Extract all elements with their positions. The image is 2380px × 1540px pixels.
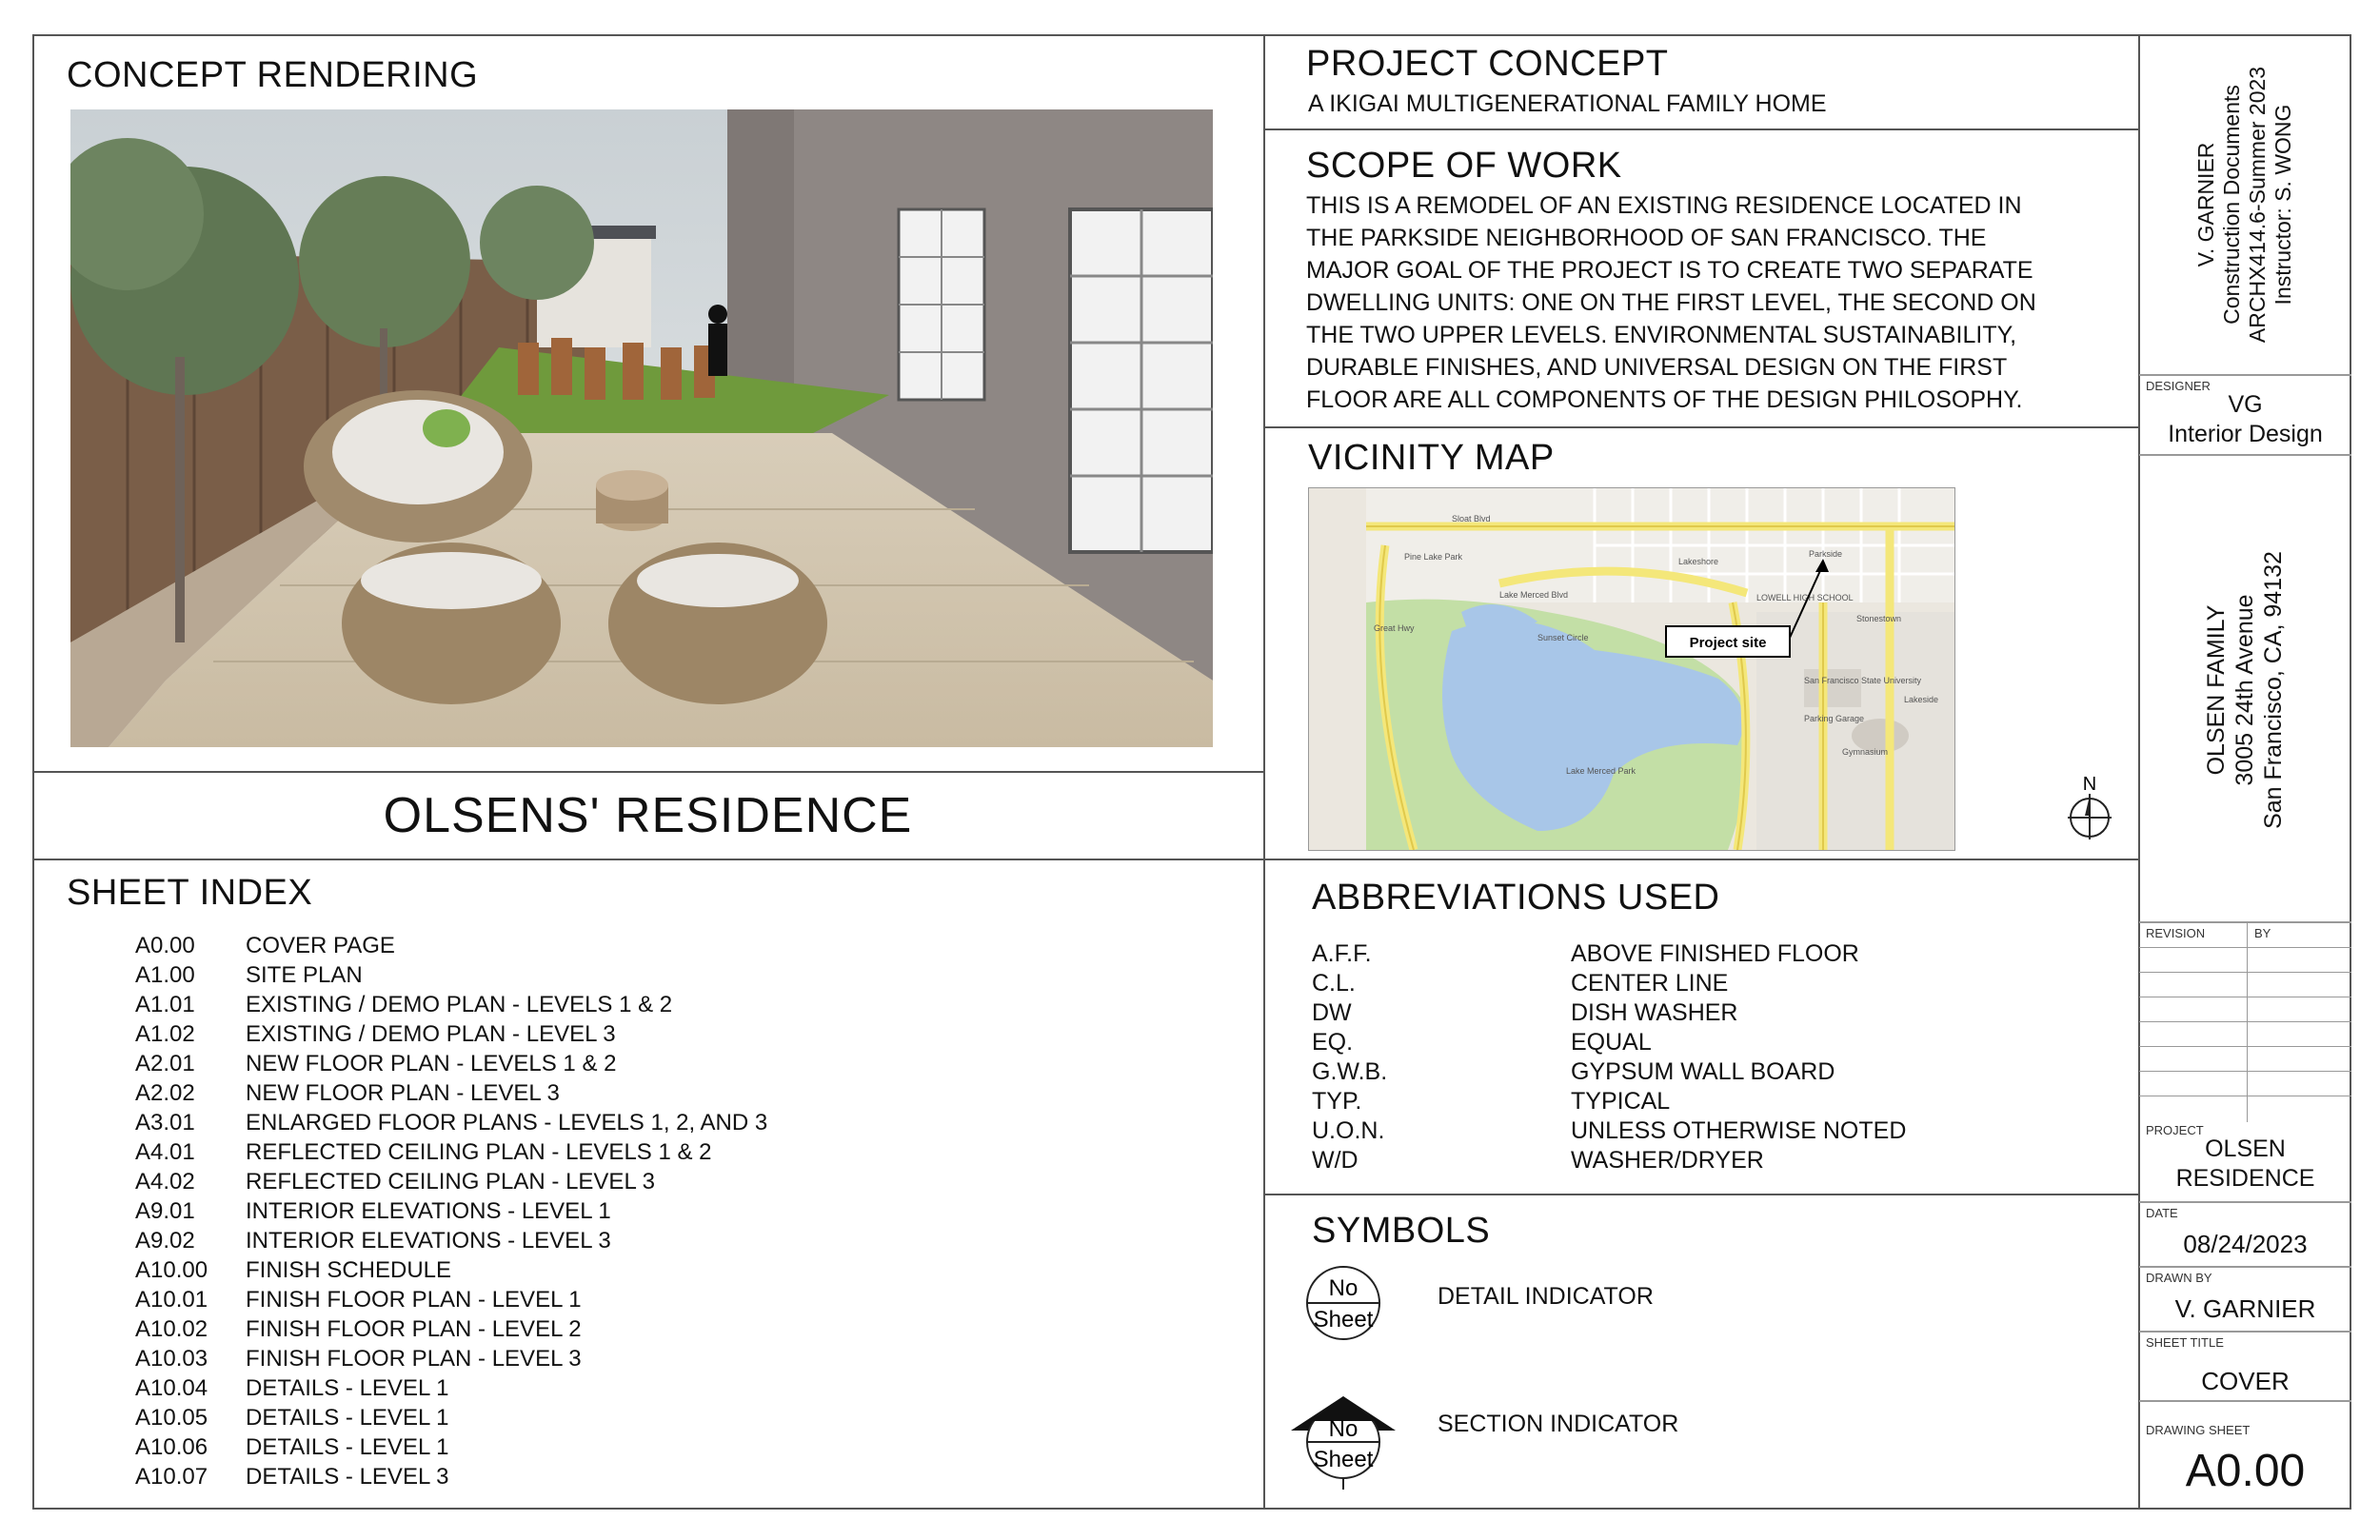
abbreviation-code: EQ. [1312,1029,1354,1056]
sheet-index-code: A10.00 [135,1257,208,1283]
sheet-index-name: FINISH SCHEDULE [246,1257,452,1283]
sheet-index-name: DETAILS - LEVEL 1 [246,1375,449,1401]
divider-main-vertical [1263,34,1265,1510]
concept-rendering-image [70,109,1213,747]
sheet-index-name: ENLARGED FLOOR PLANS - LEVELS 1, 2, AND 3 [246,1110,768,1135]
scope-line: FLOOR ARE ALL COMPONENTS OF THE DESIGN PHILOSOPHY. [1306,386,2023,413]
sheet-index-code: A10.07 [135,1464,208,1490]
scope-line: DURABLE FINISHES, AND UNIVERSAL DESIGN ON THE FIRST [1306,354,2008,381]
sheet-index-code: A10.02 [135,1316,208,1342]
sheet-index-code: A1.00 [135,962,195,988]
sheet-index-name: FINISH FLOOR PLAN - LEVEL 1 [246,1287,582,1313]
sheet-title-value: COVER [2201,1367,2290,1395]
divider-middle [32,859,2138,860]
map-label: Stonestown [1856,614,1902,623]
sheet-index-code: A4.02 [135,1169,195,1194]
sheet-index-title: SHEET INDEX [67,873,313,913]
divider-scope [1263,426,2138,428]
scope-line: THE PARKSIDE NEIGHBORHOOD OF SAN FRANCISCO. THE [1306,225,1987,251]
sheet-index-name: NEW FLOOR PLAN - LEVEL 3 [246,1080,560,1106]
tb-divider [2139,1266,2351,1268]
section-indicator-label: SECTION INDICATOR [1438,1411,1679,1437]
revision-row-line [2139,972,2351,973]
map-label: Gymnasium [1842,747,1889,757]
sheet-index-code: A10.03 [135,1346,208,1372]
sheet-index-code: A10.05 [135,1405,208,1431]
scope-of-work-title: SCOPE OF WORK [1306,146,1622,186]
sheet-index-code: A3.01 [135,1110,195,1135]
abbreviation-code: G.W.B. [1312,1058,1388,1085]
date-value: 08/24/2023 [2183,1230,2308,1258]
abbreviation-code: A.F.F. [1312,940,1372,967]
drawing-sheet-label: DRAWING SHEET [2146,1423,2251,1437]
vicinity-map-title: VICINITY MAP [1308,438,1555,478]
map-label: Sunset Circle [1537,633,1589,642]
vicinity-map [1308,487,1955,851]
divider-abbrev [1263,1194,2138,1195]
tb-divider [2139,1400,2351,1402]
symbols-title: SYMBOLS [1312,1211,1491,1251]
abbreviation-code: U.O.N. [1312,1117,1385,1144]
map-label: Pine Lake Park [1404,552,1463,562]
divider-titleblock [2138,34,2140,1510]
map-label: Great Hwy [1374,623,1415,633]
map-label: Parkside [1809,549,1843,559]
abbreviation-code: W/D [1312,1147,1359,1174]
abbreviation-meaning: DISH WASHER [1571,999,1738,1026]
sheet-index-code: A10.06 [135,1434,208,1460]
client-line: OLSEN FAMILY [2202,604,2230,776]
date-label: DATE [2146,1206,2178,1220]
client-info [2152,466,2337,914]
svg-text:No: No [1328,1275,1359,1301]
abbreviation-meaning: WASHER/DRYER [1571,1147,1764,1174]
abbreviation-meaning: UNLESS OTHERWISE NOTED [1571,1117,1907,1144]
sheet-index-code: A4.01 [135,1139,195,1165]
project-concept-subtitle: A IKIGAI MULTIGENERATIONAL FAMILY HOME [1308,90,1827,117]
sheet-index-code: A10.01 [135,1287,208,1313]
sheet-index-name: INTERIOR ELEVATIONS - LEVEL 3 [246,1228,611,1254]
sheet-index-name: REFLECTED CEILING PLAN - LEVELS 1 & 2 [246,1139,712,1165]
project-site-label: Project site [1689,635,1767,651]
divider-concept [1263,128,2138,130]
sheet-index-name: SITE PLAN [246,962,363,988]
abbreviation-code: DW [1312,999,1352,1026]
abbreviation-code: C.L. [1312,970,1356,997]
sheet-index-code: A2.02 [135,1080,195,1106]
map-label: Lake Merced Blvd [1499,590,1569,600]
abbreviation-meaning: TYPICAL [1571,1088,1671,1115]
sheet-index-code: A0.00 [135,933,195,958]
tb-divider [2139,921,2351,923]
abbreviation-code: TYP. [1312,1088,1362,1115]
sheet-index-code: A1.01 [135,992,195,1017]
map-label: Lake Merced Park [1566,766,1636,776]
sheet-index-code: A9.01 [135,1198,195,1224]
sheet-index-name: INTERIOR ELEVATIONS - LEVEL 1 [246,1198,611,1224]
abbreviation-meaning: EQUAL [1571,1029,1652,1056]
sheet-index-name: EXISTING / DEMO PLAN - LEVELS 1 & 2 [246,992,673,1017]
sheet-index-code: A1.02 [135,1021,195,1047]
scope-line: THE TWO UPPER LEVELS. ENVIRONMENTAL SUSTAINABILITY, [1306,322,2017,348]
detail-indicator-symbol [1304,1264,1382,1342]
map-label: Lakeshore [1678,557,1719,566]
student-line: ARCHX414.6-Summer 2023 [2244,66,2270,344]
sheet-index-name: FINISH FLOOR PLAN - LEVEL 2 [246,1316,582,1342]
svg-text:Sheet: Sheet [1313,1307,1374,1333]
abbreviation-meaning: GYPSUM WALL BOARD [1571,1058,1835,1085]
scope-line: DWELLING UNITS: ONE ON THE FIRST LEVEL, THE SECOND ON [1306,289,2036,316]
tb-divider [2139,1331,2351,1333]
tb-divider [2139,374,2351,376]
revision-row-line [2139,1071,2351,1072]
svg-text:No: No [1328,1416,1359,1442]
scope-of-work-text [1306,189,2125,416]
scope-line: MAJOR GOAL OF THE PROJECT IS TO CREATE TWO SEPARATE [1306,257,2033,284]
revision-table-divider [2247,922,2248,1122]
revision-row-line [2139,1021,2351,1022]
revision-row-line [2139,1046,2351,1047]
designer-discipline: Interior Design [2168,421,2323,447]
scope-line: THIS IS A REMODEL OF AN EXISTING RESIDENCE LOCATED IN [1306,192,2022,219]
designer-label: DESIGNER [2146,379,2211,393]
drawing-sheet-number: A0.00 [2185,1446,2306,1496]
abbreviation-meaning: ABOVE FINISHED FLOOR [1571,940,1859,967]
project-label: PROJECT [2146,1123,2204,1137]
abbreviation-meaning: CENTER LINE [1571,970,1729,997]
residence-title: OLSENS' RESIDENCE [383,788,913,843]
tb-divider [2139,1201,2351,1203]
designer-value [2139,390,2351,449]
map-label: Sloat Blvd [1452,514,1491,523]
sheet-index-code: A9.02 [135,1228,195,1254]
sheet-index-name: DETAILS - LEVEL 1 [246,1434,449,1460]
map-label: Lakeside [1904,695,1939,704]
tb-divider [2139,454,2351,456]
project-name [2139,1135,2351,1194]
drawn-by-value: V. GARNIER [2174,1294,2316,1323]
by-label: BY [2254,926,2271,940]
sheet-index-name: REFLECTED CEILING PLAN - LEVEL 3 [246,1169,655,1194]
sheet-index-name: COVER PAGE [246,933,395,958]
designer-initials: VG [2228,391,2263,418]
student-line: V. GARNIER [2192,142,2218,267]
student-info [2152,48,2337,362]
svg-text:N: N [2082,774,2097,795]
concept-rendering-title: CONCEPT RENDERING [67,55,479,95]
drawn-by-label: DRAWN BY [2146,1271,2212,1285]
section-indicator-symbol [1287,1394,1399,1490]
sheet-index-name: DETAILS - LEVEL 1 [246,1405,449,1431]
sheet-index-name: DETAILS - LEVEL 3 [246,1464,449,1490]
sheet-index-code: A2.01 [135,1051,195,1076]
svg-text:Sheet: Sheet [1313,1447,1374,1472]
project-concept-title: PROJECT CONCEPT [1306,44,1669,84]
project-name-line: RESIDENCE [2175,1165,2315,1192]
map-label: LOWELL HIGH SCHOOL [1756,593,1854,602]
detail-indicator-label: DETAIL INDICATOR [1438,1283,1654,1310]
north-arrow-icon [2066,773,2113,839]
sheet-index-name: FINISH FLOOR PLAN - LEVEL 3 [246,1346,582,1372]
sheet-index-code: A10.04 [135,1375,208,1401]
sheet-index-name: NEW FLOOR PLAN - LEVELS 1 & 2 [246,1051,617,1076]
student-line: Construction Documents [2218,85,2244,325]
project-name-line: OLSEN [2205,1135,2286,1162]
map-label: San Francisco State University [1804,676,1922,685]
revision-label: REVISION [2146,926,2206,940]
client-line: 3005 24th Avenue [2231,594,2258,786]
map-label: Parking Garage [1804,714,1865,723]
client-line: San Francisco, CA, 94132 [2259,551,2287,829]
student-line: Instructor: S. WONG [2270,104,2295,306]
abbreviations-title: ABBREVIATIONS USED [1312,878,1720,918]
sheet-title-label: SHEET TITLE [2146,1335,2224,1350]
sheet-index-name: EXISTING / DEMO PLAN - LEVEL 3 [246,1021,616,1047]
revision-row-line [2139,947,2351,948]
